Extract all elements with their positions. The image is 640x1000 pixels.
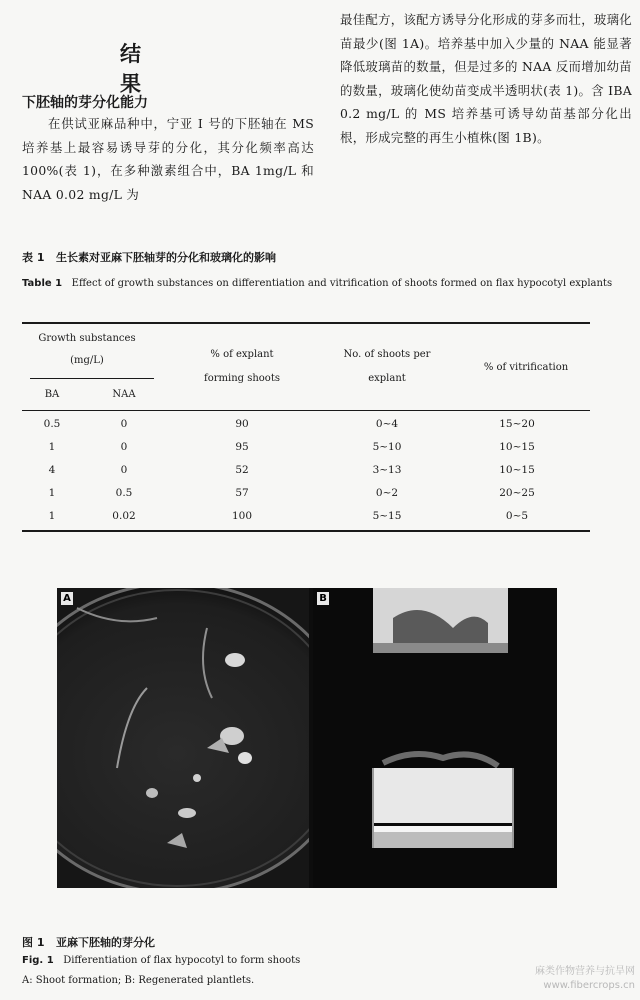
table-cell-pct: 100 <box>231 510 253 522</box>
subheading: 下胚轴的芽分化能力 <box>22 95 148 111</box>
table-cell-ba: 1 <box>48 487 56 499</box>
figure-caption-en-text: Differentiation of flax hypocotyl to form shoots <box>63 955 301 966</box>
header-shoots-line1: No. of shoots per <box>343 349 431 360</box>
table-cell-vitr: 15~20 <box>499 418 535 430</box>
figure-panel-a <box>57 588 309 888</box>
figure-caption-cn-text: 亚麻下胚轴的芽分化 <box>55 936 155 949</box>
table-caption-en-text: Effect of growth substances on differentiation and vitrification of shoots formed on flax hypocotyl explants <box>71 278 613 289</box>
figure-caption-cn-label: 图 1 <box>22 936 45 949</box>
table-cell-vitr: 10~15 <box>499 441 535 453</box>
watermark-line2: www.fibercrops.cn <box>543 980 635 991</box>
table-cell-pct: 52 <box>235 464 249 476</box>
table-caption-en-label: Table 1 <box>22 278 63 289</box>
watermark-line1: 麻类作物营养与抗旱网 <box>535 966 635 977</box>
watermark <box>520 965 635 993</box>
table-cell-ba: 4 <box>48 464 56 476</box>
table-cell-shoots: 0~2 <box>375 487 399 499</box>
figure-panel-b <box>313 588 557 888</box>
figure-subcaption: A: Shoot formation; B: Regenerated plantlets. <box>22 975 255 986</box>
table-cell-vitr: 20~25 <box>499 487 535 499</box>
figure-caption-cn <box>22 934 155 950</box>
table-bottom-rule <box>22 530 590 532</box>
table-cell-naa: 0.02 <box>112 510 136 522</box>
header-growth-substances: Growth substances <box>38 333 136 344</box>
figure-caption-en-label: Fig. 1 <box>22 955 54 966</box>
table-cell-vitr: 0~5 <box>505 510 529 522</box>
panel-a-label: A <box>61 592 73 605</box>
header-naa: NAA <box>112 389 136 400</box>
header-ba: BA <box>44 389 60 400</box>
table-cell-pct: 57 <box>235 487 249 499</box>
petri-dish-photo <box>57 588 309 888</box>
table-cell-shoots: 3~13 <box>372 464 402 476</box>
table-cell-naa: 0.5 <box>115 487 133 499</box>
table-cell-naa: 0 <box>120 441 128 453</box>
figure-1 <box>57 588 557 888</box>
table-caption-cn-text: 生长素对亚麻下胚轴芽的分化和玻璃化的影响 <box>55 251 276 264</box>
table-cell-vitr: 10~15 <box>499 464 535 476</box>
table-cell-shoots: 0~4 <box>375 418 399 430</box>
header-unit: (mg/L) <box>70 355 104 366</box>
table-header-rule <box>22 410 590 411</box>
table-caption-cn-label: 表 1 <box>22 251 45 264</box>
header-shoots-line2: explant <box>368 373 406 384</box>
header-pct-line2: forming shoots <box>204 373 280 384</box>
table-cell-ba: 0.5 <box>43 418 61 430</box>
table-cell-pct: 95 <box>235 441 249 453</box>
header-pct-line1: % of explant <box>210 349 274 360</box>
table-caption-en <box>22 274 622 294</box>
table-cell-shoots: 5~15 <box>372 510 402 522</box>
table-cell-naa: 0 <box>120 418 128 430</box>
table-cell-ba: 1 <box>48 441 56 453</box>
body-paragraph-left: 在供试亚麻品种中，宁亚 Ⅰ 号的下胚轴在 MS 培养基上最容易诱导芽的分化，其分化频率高达 100%(表 1)，在多种激素组合中，BA 1mg/L 和 NAA 0.02 mg/L 为 <box>22 116 314 202</box>
section-title: 结 果 <box>120 41 171 96</box>
header-vitrification: % of vitrification <box>483 362 569 373</box>
header-group-rule <box>30 378 154 379</box>
table-cell-naa: 0 <box>120 464 128 476</box>
table-cell-shoots: 5~10 <box>372 441 402 453</box>
figure-caption-en <box>22 955 300 966</box>
table-top-rule <box>22 322 590 324</box>
table-cell-pct: 90 <box>235 418 249 430</box>
table-cell-ba: 1 <box>48 510 56 522</box>
panel-b-label: B <box>317 592 329 605</box>
culture-jars-photo <box>313 588 557 888</box>
body-paragraph-right: 最佳配方，该配方诱导分化形成的芽多而壮，玻璃化苗最少(图 1A)。培养基中加入少量的 NAA 能显著降低玻璃苗的数量，但是过多的 NAA 反而增加幼苗的数量，玻璃化使幼苗变成半透明状(表 1)。含 IBA 0.2 mg/L 的 MS 培养基可诱导幼苗基部分化出根，形成完整的再生小植株(图 1B)。 <box>340 12 632 145</box>
table-caption-cn <box>22 249 276 265</box>
